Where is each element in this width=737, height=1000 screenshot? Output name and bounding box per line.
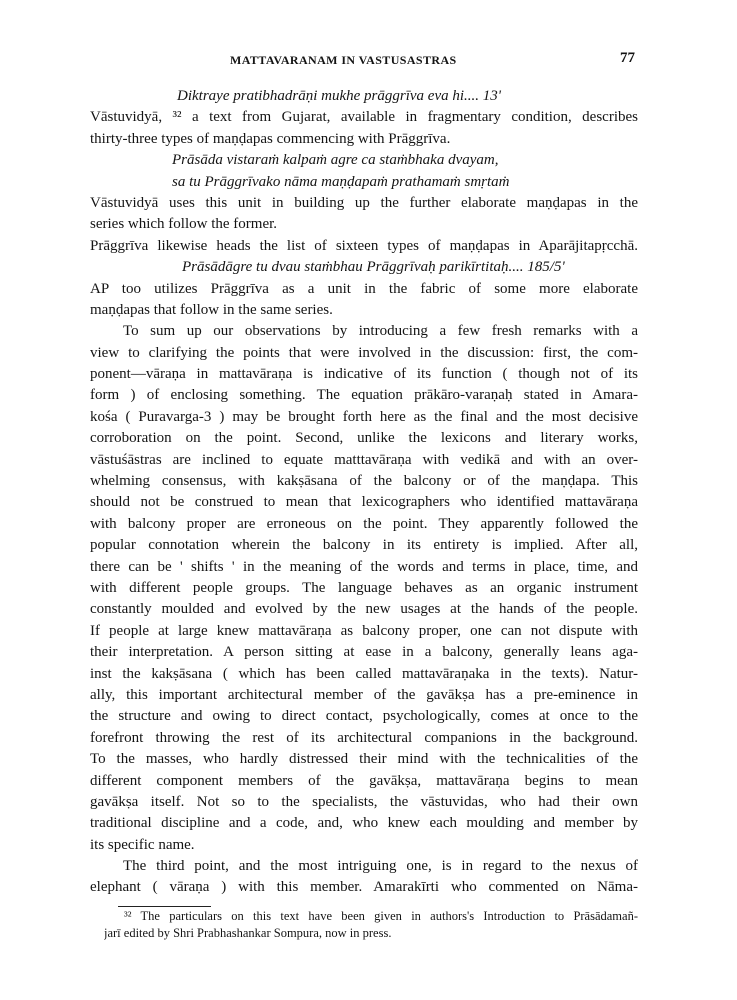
footnote bbox=[104, 908, 638, 942]
paragraph-first-line: To sum up our observations by introducing a few fresh remarks with a bbox=[123, 323, 638, 340]
text-line: forefront throwing the rest of its architectural companions in the background. bbox=[90, 729, 638, 746]
text-line: gavākṣa itself. Not so to the specialists, the vāstuvidas, who had their own bbox=[90, 793, 638, 810]
verse-line: sa tu Prāggrīvako nāma maṇḍapaṁ prathamaṁ smṛtaṁ bbox=[172, 173, 510, 190]
text-line: the structure and owing to direct contact, psychologically, comes at once to the bbox=[90, 708, 638, 725]
text-line: inst the kakṣāsana ( which has been called mattavāraṇaka in the texts). Natur- bbox=[90, 665, 638, 682]
text-line: with different people groups. The language behaves as an organic instrument bbox=[90, 579, 638, 596]
verse-line: Prāsāda vistaraṁ kalpaṁ agre ca staṁbhaka dvayam, bbox=[172, 152, 499, 169]
text-line: traditional discipline and a code, and, who knew each moulding and member by bbox=[90, 815, 638, 832]
page-number: 77 bbox=[620, 50, 635, 66]
text-line: their interpretation. A person sitting at ease in a balcony, generally leans aga- bbox=[90, 644, 638, 661]
text-line: If people at large knew mattavāraṇa as balcony proper, one can not dispute with bbox=[90, 622, 638, 639]
text-line: view to clarifying the points that were involved in the discussion: first, the com- bbox=[90, 344, 638, 361]
text-line: ponent—vāraṇa in mattavāraṇa is indicative of its function ( though not of its bbox=[90, 366, 638, 383]
footnote-line: jarī edited by Shri Prabhashankar Sompura, now in press. bbox=[104, 926, 392, 940]
text-line: popular connotation wherein the balcony in its entirety is implied. After all, bbox=[90, 537, 638, 554]
body-text bbox=[90, 86, 638, 899]
running-title: MATTAVARANAM IN VASTUSASTRAS bbox=[230, 53, 457, 67]
text-line: its specific name. bbox=[90, 836, 195, 853]
paragraph-first-line: The third point, and the most intriguing one, is in regard to the nexus of bbox=[123, 858, 638, 875]
text-line: different component members of the gavākṣa, mattavāraṇa begins to mean bbox=[90, 772, 638, 789]
text-line: maṇḍapas that follow in the same series. bbox=[90, 301, 333, 318]
footnote-line: ³² The particulars on this text have been given in authors's Introduction to Prāsādamañ- bbox=[124, 909, 638, 923]
text-line: Vāstuvidyā uses this unit in building up the further elaborate maṇḍapas in the bbox=[90, 194, 638, 211]
text-line: whelming consensus, with kakṣāsana of the balcony or of the maṇḍapa. This bbox=[90, 473, 638, 490]
text-line: elephant ( vāraṇa ) with this member. Amarakīrti who commented on Nāma- bbox=[90, 879, 638, 896]
text-line: kośa ( Puravarga-3 ) may be brought forth here as the final and the most decisive bbox=[90, 408, 638, 425]
text-line: corroboration on the point. Second, unlike the lexicons and literary works, bbox=[90, 430, 638, 447]
text-line: there can be ' shifts ' in the meaning of the words and terms in place, time, and bbox=[90, 558, 638, 575]
text-line: vāstuśāstras are inclined to equate matttavāraṇa with vedikā and with an over- bbox=[90, 451, 638, 468]
verse-line: Diktraye pratibhadrāṇi mukhe prāggrīva eva hi.... 13' bbox=[177, 88, 501, 104]
text-line: form ) of enclosing something. The equation prākāro-varaṇaḥ stated in Amara- bbox=[90, 387, 638, 404]
text-line: thirty-three types of maṇḍapas commencing with Prāggrīva. bbox=[90, 130, 451, 147]
text-line: ally, this important architectural member of the gavākṣa has a pre-eminence in bbox=[90, 686, 638, 703]
text-line: constantly moulded and evolved by the new usages at the hands of the people. bbox=[90, 601, 638, 618]
text-line: series which follow the former. bbox=[90, 216, 278, 233]
verse-line: Prāsādāgre tu dvau staṁbhau Prāggrīvaḥ parikīrtitaḥ.... 185/5' bbox=[182, 259, 565, 276]
text-line: To the masses, who hardly distressed their mind with the technicalities of the bbox=[90, 751, 638, 768]
text-line: Prāggrīva likewise heads the list of sixteen types of maṇḍapas in Aparājitapṛcchā. bbox=[90, 237, 638, 254]
footnote-rule bbox=[118, 906, 211, 907]
text-line: should not be construed to mean that lexicographers who identified mattavāraṇa bbox=[90, 494, 638, 511]
text-line: AP too utilizes Prāggrīva as a unit in the fabric of some more elaborate bbox=[90, 280, 638, 297]
text-line: Vāstuvidyā, ³² a text from Gujarat, available in fragmentary condition, describes bbox=[90, 109, 638, 126]
text-line: with balcony proper are erroneous on the point. They apparently followed the bbox=[90, 515, 638, 532]
